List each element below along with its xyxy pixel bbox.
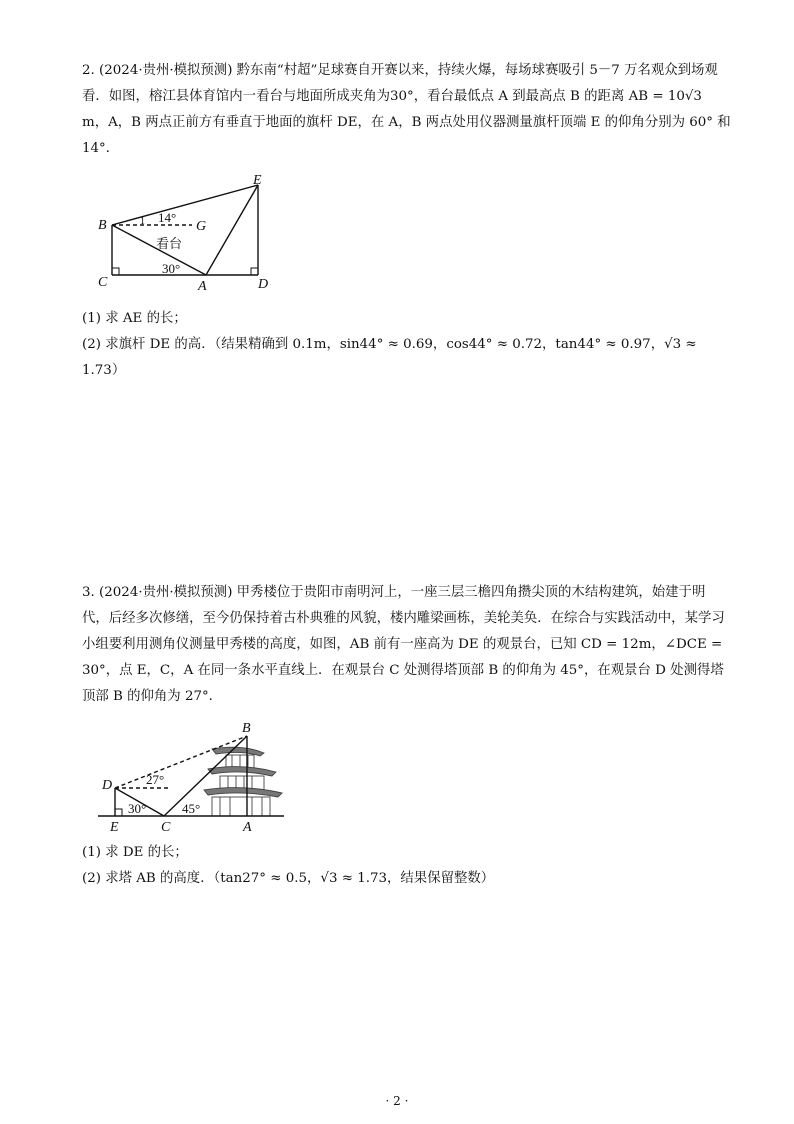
problem-3-text: 3. (2024·贵州·模拟预测) 甲秀楼位于贵阳市南明河上，一座三层三檐四角攒尖顶的木结构建筑，始建于明代，后经多次修缮，至今仍保持着古朴典雅的风貌，楼内雕梁画栋，美轮美奂．在综合与实践活动中，某学习小组要利用测角仪测量甲秀楼的高度，如图，AB 前有一座高为 DE 的观景台，已知 CD = 12m，∠DCE = 30°，点 E，C，A 在同一条水平直线上．在观景台 C 处测得塔顶部 B 的仰角为 45°，在观景台 D 处测得塔顶部 B 的仰角为 27°． <box>82 585 725 704</box>
problem-3 <box>82 580 732 710</box>
problem-2-q2: (2) 求旗杆 DE 的高．（结果精确到 0.1m，sin44° ≈ 0.69，cos44° ≈ 0.72，tan44° ≈ 0.97，√3 ≈ 1.73） <box>82 337 697 378</box>
label-angle-1: 1 <box>140 216 145 227</box>
label-angle-45: 45° <box>182 801 201 816</box>
label-E: E <box>110 820 119 835</box>
line-AE <box>206 185 258 275</box>
label-B: B <box>242 721 251 736</box>
problem-3-questions <box>82 840 732 892</box>
problem-2-figure <box>92 172 292 292</box>
label-stand: 看台 <box>156 236 183 251</box>
label-B: B <box>98 218 107 233</box>
problem-3-figure <box>92 718 292 836</box>
page-number: · 2 · <box>385 1094 409 1108</box>
right-angle-C <box>112 268 119 275</box>
label-angle-30: 30° <box>162 261 181 276</box>
label-C: C <box>161 820 171 835</box>
problem-3-q2: (2) 求塔 AB 的高度．（tan27° ≈ 0.5，√3 ≈ 1.73，结果保留整数） <box>82 871 495 886</box>
label-angle-30: 30° <box>128 801 147 816</box>
pagoda-illustration <box>204 747 282 816</box>
label-D: D <box>102 778 113 793</box>
right-angle-D <box>251 268 258 275</box>
label-C: C <box>98 275 108 290</box>
label-G: G <box>196 219 207 234</box>
problem-2-text: 2. (2024·贵州·模拟预测) 黔东南“村超”足球赛自开赛以来，持续火爆，每场球赛吸引 5－7 万名观众到场观看．如图，榕江县体育馆内一看台与地面所成夹角为30°，看台最低点 A 到最高点 B 的距离 AB = 10√3 m，A，B 两点正前方有垂直于地面的旗杆 DE，在 A，B 两点处用仪器测量旗杆顶端 E 的仰角分别为 60° 和 14°． <box>82 63 731 156</box>
problem-3-q1: (1) 求 DE 的长； <box>82 845 188 860</box>
problem-2-questions <box>82 306 732 384</box>
right-angle-E <box>115 809 122 816</box>
label-angle-27: 27° <box>146 772 165 787</box>
problem-2 <box>82 58 732 162</box>
label-angle-14: 14° <box>158 210 177 225</box>
label-E: E <box>253 173 262 188</box>
line-DB-dashed <box>115 736 247 788</box>
line-BE <box>112 185 258 225</box>
label-D: D <box>258 277 269 292</box>
label-A: A <box>243 820 252 835</box>
label-A: A <box>198 279 207 292</box>
problem-2-q1: (1) 求 AE 的长； <box>82 311 187 326</box>
